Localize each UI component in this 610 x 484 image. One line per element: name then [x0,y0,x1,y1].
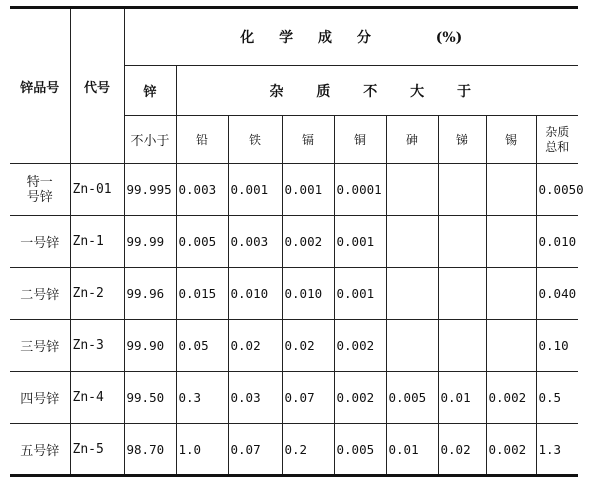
row-cd: 0.2 [282,424,334,476]
row-cu: 0.002 [334,372,386,424]
row-as: 0.01 [386,424,438,476]
row-as [386,216,438,268]
row-zinc: 99.90 [124,320,176,372]
row-total: 0.0050 [536,164,578,216]
row-cu: 0.001 [334,216,386,268]
row-zinc: 99.995 [124,164,176,216]
row-cd: 0.001 [282,164,334,216]
row-total: 0.10 [536,320,578,372]
row-code: Zn-3 [70,320,124,372]
row-grade-name: 三号锌 [10,320,70,372]
header-total [536,116,578,164]
row-sb [438,216,486,268]
row-sb: 0.02 [438,424,486,476]
row-total: 0.010 [536,216,578,268]
header-row-composition [10,8,578,66]
row-cd: 0.002 [282,216,334,268]
table-row [10,268,578,320]
percent-label: (%) [435,30,463,46]
header-element-as: 砷 [386,116,438,164]
row-zinc: 99.96 [124,268,176,320]
row-cu: 0.0001 [334,164,386,216]
header-composition [124,8,578,66]
row-code: Zn-5 [70,424,124,476]
row-cu: 0.002 [334,320,386,372]
header-impurity: 杂 质 不 大 于 [176,66,578,116]
row-as [386,164,438,216]
row-sb [438,164,486,216]
row-cd: 0.010 [282,268,334,320]
row-sn: 0.002 [486,372,536,424]
header-element-sn: 锡 [486,116,536,164]
table-row [10,320,578,372]
header-zinc: 锌 [124,66,176,116]
row-grade-name-line2: 号锌 [26,189,53,205]
table-row [10,424,578,476]
composition-label: 化 学 成 分 [240,30,381,46]
row-fe: 0.010 [228,268,282,320]
row-pb: 0.015 [176,268,228,320]
row-sb [438,320,486,372]
header-element-cu: 铜 [334,116,386,164]
row-as [386,268,438,320]
row-sn: 0.002 [486,424,536,476]
row-zinc: 99.50 [124,372,176,424]
table-row [10,372,578,424]
header-code: 代号 [70,8,124,164]
row-zinc: 99.99 [124,216,176,268]
header-element-cd: 镉 [282,116,334,164]
row-total: 0.040 [536,268,578,320]
header-element-fe: 铁 [228,116,282,164]
row-fe: 0.001 [228,164,282,216]
row-grade-name: 一号锌 [10,216,70,268]
row-grade-name: 二号锌 [10,268,70,320]
row-sb: 0.01 [438,372,486,424]
row-grade-name [10,164,70,216]
header-grade: 锌品号 [10,8,70,164]
row-grade-name: 五号锌 [10,424,70,476]
row-as [386,320,438,372]
row-fe: 0.003 [228,216,282,268]
row-total: 0.5 [536,372,578,424]
row-fe: 0.03 [228,372,282,424]
row-code: Zn-1 [70,216,124,268]
header-element-pb: 铅 [176,116,228,164]
row-fe: 0.02 [228,320,282,372]
row-cd: 0.02 [282,320,334,372]
row-grade-name-line1: 特一 [26,174,53,190]
header-total-line2: 总和 [545,139,570,154]
row-total: 1.3 [536,424,578,476]
row-zinc: 98.70 [124,424,176,476]
row-pb: 0.003 [176,164,228,216]
row-pb: 1.0 [176,424,228,476]
row-fe: 0.07 [228,424,282,476]
row-as: 0.005 [386,372,438,424]
row-code: Zn-01 [70,164,124,216]
header-zinc-min: 不小于 [124,116,176,164]
row-sb [438,268,486,320]
zinc-grade-table [10,6,584,477]
header-total-line1: 杂质 [545,124,570,139]
row-sn [486,164,536,216]
row-sn [486,268,536,320]
row-cu: 0.005 [334,424,386,476]
row-cd: 0.07 [282,372,334,424]
row-pb: 0.3 [176,372,228,424]
row-code: Zn-4 [70,372,124,424]
table-row [10,164,578,216]
row-sn [486,320,536,372]
row-pb: 0.005 [176,216,228,268]
table-row [10,216,578,268]
row-sn [486,216,536,268]
row-pb: 0.05 [176,320,228,372]
row-cu: 0.001 [334,268,386,320]
header-element-sb: 锑 [438,116,486,164]
row-code: Zn-2 [70,268,124,320]
row-grade-name: 四号锌 [10,372,70,424]
